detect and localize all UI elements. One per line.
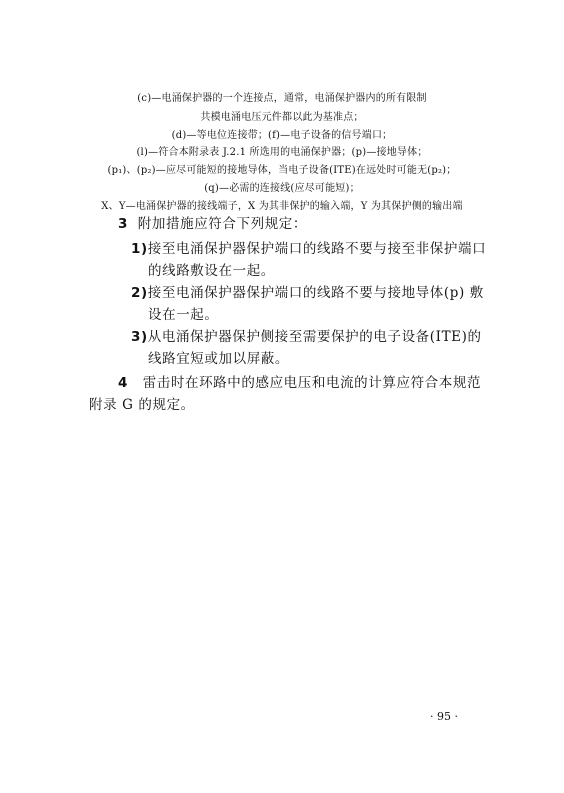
caption-line-7: X、Y—电涌保护器的接线端子，X 为其非保护的输入端，Y 为其保护侧的输出端 <box>101 201 463 212</box>
item-3-sub1-number: 1) <box>131 241 148 257</box>
item-3-sub3-text1: 从电涌保护器保护侧接至需要保护的电子设备(ITE)的 <box>147 329 482 345</box>
item-3-title: 附加措施应符合下列规定： <box>137 216 307 232</box>
item-3-sub1-line1 <box>131 239 486 259</box>
item-3-sub2-line1 <box>131 283 484 303</box>
item-3-sub1-text1: 接至电涌保护器保护端口的线路不要与接至非保护端口 <box>147 241 487 257</box>
caption-line-4: (l)—符合本附录表 J.2.1 所选用的电涌保护器；(p)—接地导体； <box>136 147 428 158</box>
item-3-sub3-line2: 线路宜短或加以屏蔽。 <box>148 351 289 367</box>
item-4-number: 4 <box>118 375 128 391</box>
item-4-text1: 雷击时在环路中的感应电压和电流的计算应符合本规范 <box>142 375 482 391</box>
item-3-sub2-line2: 设在一起。 <box>148 307 219 323</box>
item-3-heading <box>118 214 307 234</box>
item-4-line1 <box>118 373 481 393</box>
item-3-sub3-number: 3) <box>131 329 148 345</box>
item-4-line2: 附录 G 的规定。 <box>89 397 195 413</box>
caption-line-6: (q)—必需的连接线(应尽可能短)； <box>204 183 360 194</box>
item-3-sub1-line2: 的线路敷设在一起。 <box>148 263 275 279</box>
item-3-number: 3 <box>118 216 128 232</box>
page-number: · 95 · <box>430 710 458 723</box>
caption-line-1: (c)—电涌保护器的一个连接点，通常，电涌保护器内的所有限制 <box>137 93 427 104</box>
caption-line-3: (d)—等电位连接带；(f)—电子设备的信号端口； <box>171 130 393 141</box>
caption-line-2: 共模电涌电压元件都以此为基准点； <box>200 112 364 123</box>
caption-line-5: (p₁)、(p₂)—应尽可能短的接地导体，当电子设备(ITE)在远处时可能无(p₂)； <box>107 165 457 176</box>
item-3-sub2-text1: 接至电涌保护器保护端口的线路不要与接地导体(p) 敷 <box>147 285 484 301</box>
item-3-sub2-number: 2) <box>131 285 148 301</box>
item-3-sub3-line1 <box>131 327 482 347</box>
